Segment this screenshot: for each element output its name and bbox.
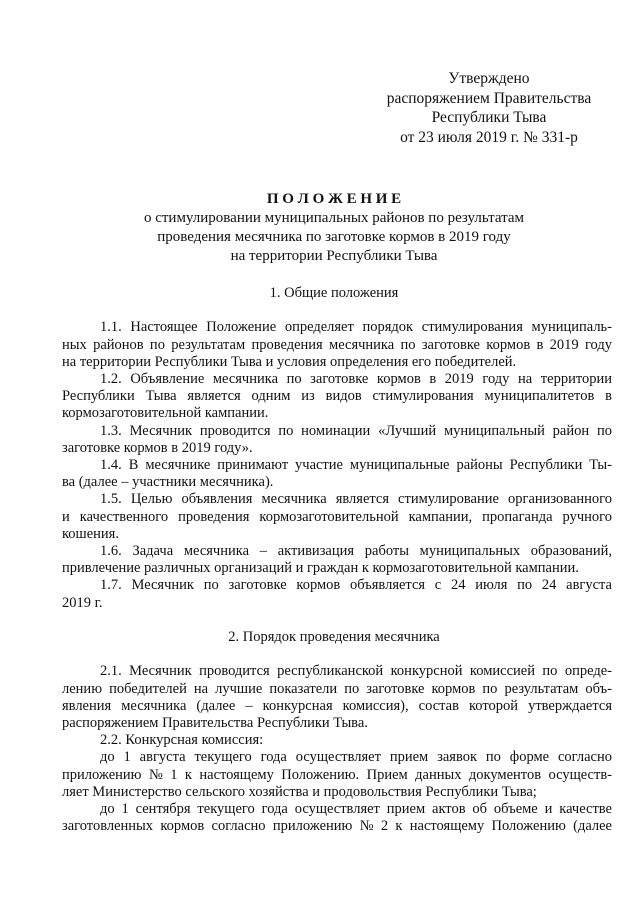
paragraph-line: 1.7. Месячник по заготовке кормов объявляется с 24 июля по 24 августа (100, 577, 612, 594)
paragraph-line: заготовке кормов в 2019 году». (62, 439, 253, 456)
paragraph-line: ва (далее – участники месячника). (62, 474, 274, 491)
paragraph-line: привлечение различных организаций и граждан к кормозаготовительной кампании. (62, 560, 579, 577)
paragraph-line: лению победителей на лучшие показатели по заготовке кормов по результатам объ- (62, 680, 612, 697)
paragraph (62, 749, 612, 801)
section-heading: 2. Порядок проведения месячника (228, 629, 440, 646)
paragraph-line: ляет Министерство сельского хозяйства и продовольствия Республики Тыва; (62, 783, 537, 800)
document-title: П О Л О Ж Е Н И Е (266, 191, 402, 207)
section-heading: 1. Общие положения (269, 285, 399, 301)
approval-block (379, 69, 599, 147)
paragraph-line: до 1 августа текущего года осуществляет прием заявок по форме согласно (100, 749, 612, 766)
paragraph-line: 1.5. Целью объявления месячника является стимулирование организованного (100, 491, 612, 508)
paragraph-line: заготовленных кормов согласно приложению № 2 к настоящему Положению (далее (62, 818, 612, 835)
paragraph-line: приложению № 1 к настоящему Положению. Прием данных документов осуществ- (62, 766, 612, 783)
paragraph-line: Республики Тыва является одним из видов стимулирования муниципалитетов в (62, 388, 612, 405)
paragraph-line: и качественного проведения кормозаготовительной кампании, пропаганда ручного (62, 508, 612, 525)
paragraph (62, 801, 612, 835)
approval-line: распоряжением Правительства (386, 89, 592, 107)
paragraph (62, 732, 612, 749)
subtitle-line: о стимулировании муниципальных районов по результатам (143, 210, 525, 226)
approval-line: Республики Тыва (431, 109, 547, 127)
subtitle-line: на территории Республики Тыва (230, 248, 438, 264)
document-body (62, 285, 612, 835)
paragraph-line: 1.6. Задача месячника – активизация работы муниципальных образований, (100, 543, 612, 560)
paragraph (62, 491, 612, 543)
paragraph-line: 2019 г. (62, 594, 103, 611)
paragraph-line: на территории Республики Тыва и условия определения его победителей. (62, 353, 517, 370)
paragraph (62, 423, 612, 457)
title-block (60, 190, 608, 266)
paragraph-line: 1.4. В месячнике принимают участие муниципальные районы Республики Ты- (100, 457, 612, 474)
paragraph-line: 1.1. Настоящее Положение определяет порядок стимулирования муниципаль- (100, 319, 612, 336)
paragraph (62, 371, 612, 423)
paragraph-line: кошения. (62, 525, 119, 542)
paragraph (62, 319, 612, 371)
paragraph (62, 457, 612, 491)
approval-date-line: от 23 июля 2019 г. № 331-р (400, 128, 578, 146)
approval-line: Утверждено (448, 70, 530, 87)
section-general-provisions (62, 285, 612, 612)
paragraph (62, 543, 612, 577)
paragraph-line: явления месячника (далее – конкурсная комиссия), состав которой утверждается (62, 697, 612, 714)
paragraph-line: 1.3. Месячник проводится по номинации «Лучший муниципальный район по (100, 422, 612, 439)
paragraph-line: ных районов по результатам проведения месячника по заготовке кормов в 2019 году (62, 336, 612, 353)
paragraph-line: кормозаготовительной кампании. (62, 405, 269, 422)
paragraph (62, 663, 612, 732)
paragraph-line: 1.2. Объявление месячника по заготовке кормов в 2019 году на территории (100, 371, 612, 387)
paragraph-line: до 1 сентября текущего года осуществляет прием актов об объеме и качестве (100, 801, 612, 818)
section-procedure (62, 629, 612, 835)
paragraph-line: распоряжением Правительства Республики Тыва. (62, 715, 368, 732)
paragraph-line: 2.1. Месячник проводится республиканской конкурсной комиссией по опреде- (100, 663, 612, 680)
subtitle-line: проведения месячника по заготовке кормов в 2019 году (157, 229, 511, 245)
paragraph (62, 577, 612, 611)
paragraph-line: 2.2. Конкурсная комиссия: (100, 732, 264, 749)
